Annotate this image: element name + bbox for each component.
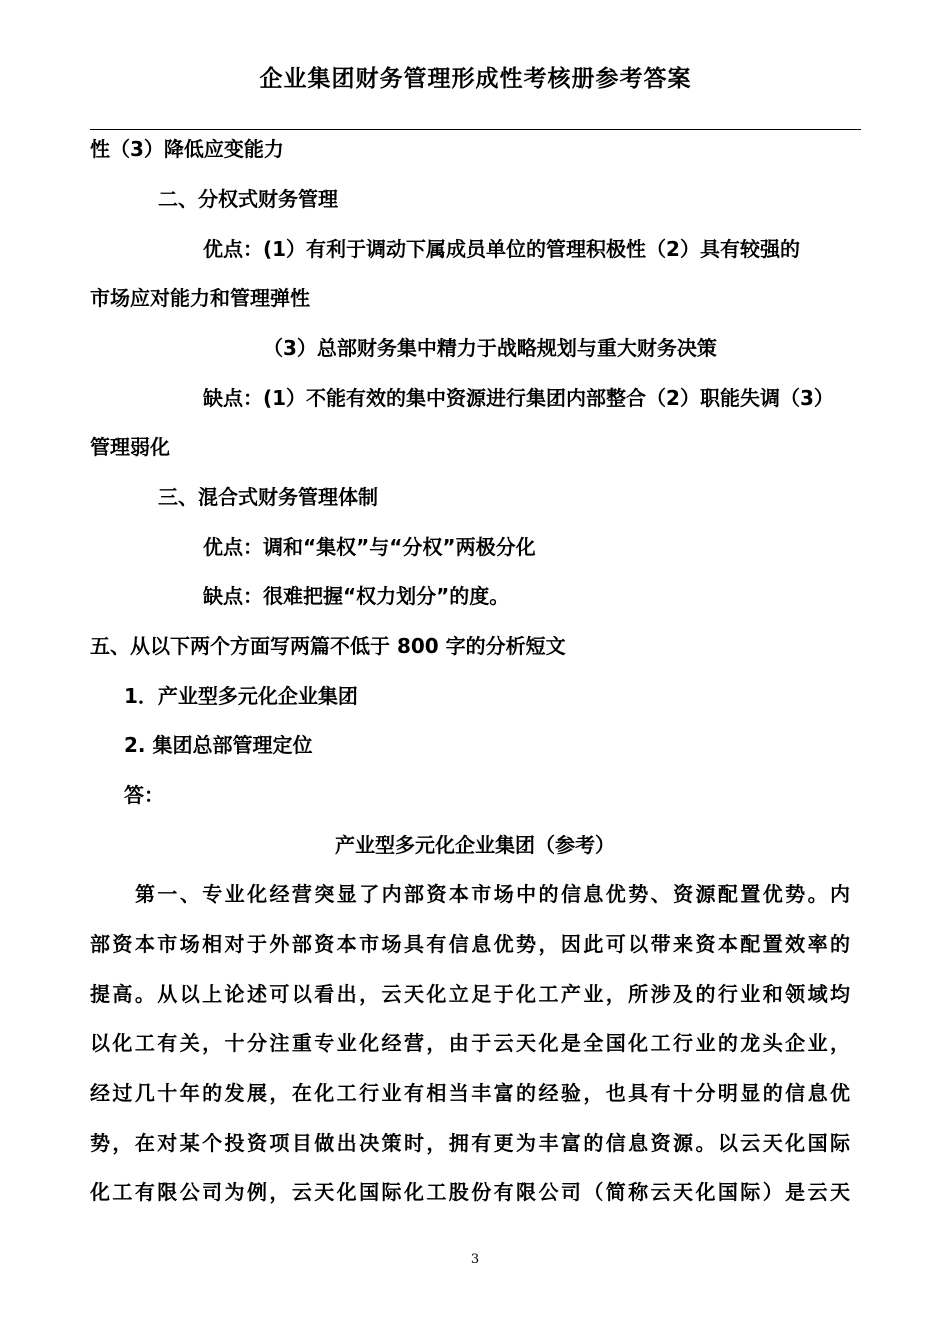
paragraph-line: 势，在对某个投资项目做出决策时，拥有更为丰富的信息资源。以云天化国际 [90,1131,850,1155]
paragraph-line: 以化工有关，十分注重专业化经营，由于云天化是全国化工行业的龙头企业， [90,1031,850,1055]
answer-label: 答： [124,783,164,807]
text-line: （3）总部财务集中精力于战略规划与重大财务决策 [263,336,717,360]
paragraph-line: 经过几十年的发展，在化工行业有相当丰富的经验，也具有十分明显的信息优 [90,1081,850,1105]
list-item: 1．产业型多元化企业集团 [124,684,358,708]
paragraph-line: 提高。从以上论述可以看出，云天化立足于化工产业，所涉及的行业和领域均 [90,982,850,1006]
list-item: 2. 集团总部管理定位 [124,733,313,757]
text-line: 优点：(1）有利于调动下属成员单位的管理积极性（2）具有较强的 [203,237,800,261]
text-line: 市场应对能力和管理弹性 [90,286,310,310]
essay-title: 产业型多元化企业集团（参考） [335,833,615,857]
text-line: 优点：调和“集权”与“分权”两极分化 [203,535,536,559]
section-heading: 二、分权式财务管理 [158,187,338,211]
header-divider [90,129,861,130]
page-number: 3 [470,1252,480,1267]
paragraph-line: 第一、专业化经营突显了内部资本市场中的信息优势、资源配置优势。内 [135,882,850,906]
paragraph-line: 部资本市场相对于外部资本市场具有信息优势，因此可以带来资本配置效率的 [90,932,850,956]
section-heading: 五、从以下两个方面写两篇不低于 800 字的分析短文 [90,634,566,658]
text-line: 管理弱化 [90,435,170,459]
section-heading: 三、混合式财务管理体制 [158,485,378,509]
paragraph-line: 化工有限公司为例，云天化国际化工股份有限公司（简称云天化国际）是云天 [90,1180,850,1204]
document-header-title: 企业集团财务管理形成性考核册参考答案 [259,66,692,92]
text-line: 缺点：很难把握“权力划分”的度。 [203,584,510,608]
text-line: 性（3）降低应变能力 [90,137,284,161]
text-line: 缺点：(1）不能有效的集中资源进行集团内部整合（2）职能失调（3） [203,386,834,410]
